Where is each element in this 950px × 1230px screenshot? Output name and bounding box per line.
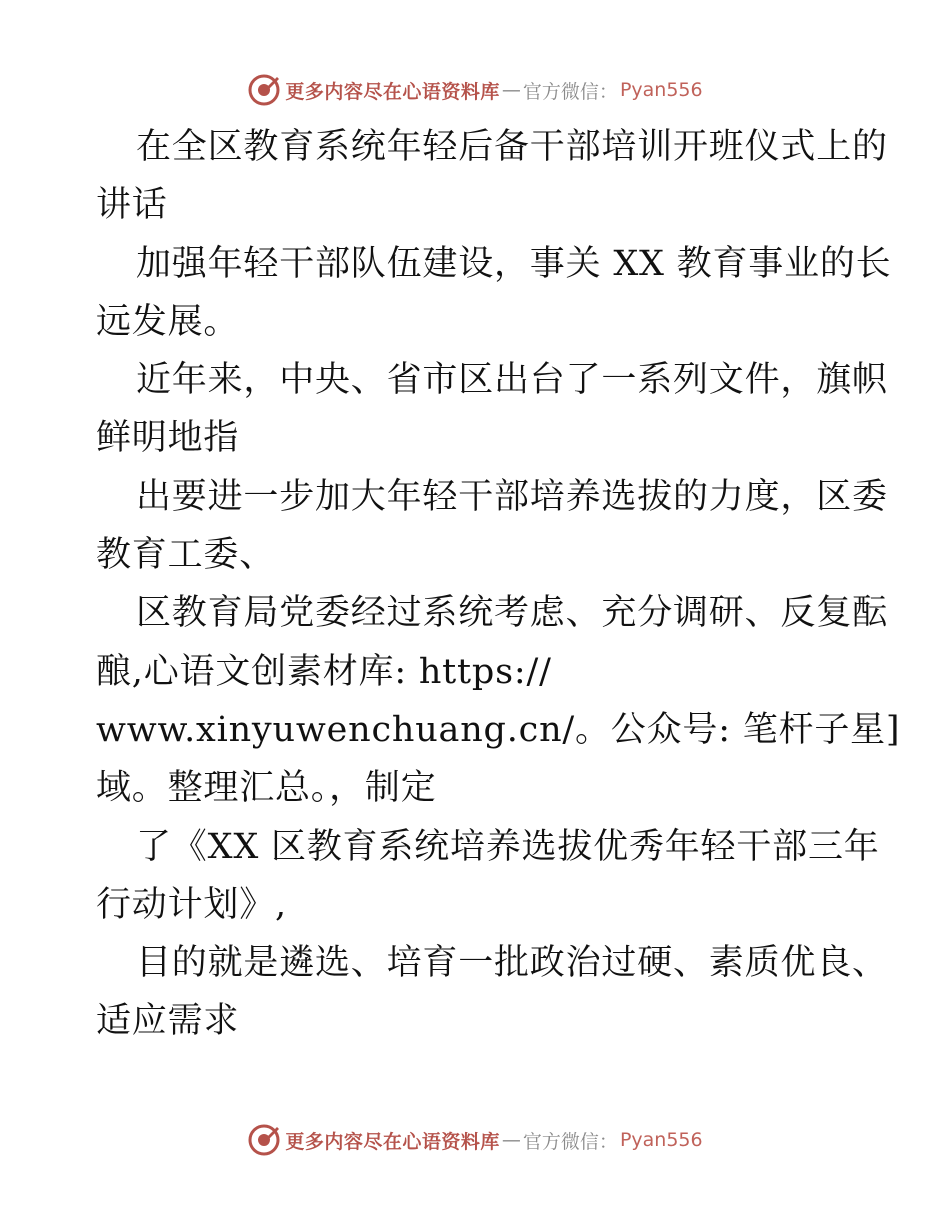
body-line: 讲话 bbox=[96, 185, 168, 226]
body-line: 域。整理汇总。，制定 bbox=[96, 768, 437, 809]
body-line: 了《XX 区教育系统培养选拔优秀年轻干部三年 bbox=[136, 826, 880, 867]
body-line: 行动计划》, bbox=[96, 884, 287, 925]
banner-wechat-id: Pyan556 bbox=[619, 79, 703, 101]
footer-watermark-banner bbox=[0, 1120, 950, 1160]
body-line: 在全区教育系统年轻后备干部培训开班仪式上的 bbox=[136, 127, 888, 167]
body-line: 教育工委、 bbox=[96, 535, 276, 576]
banner-text: 更多内容尽在心语资料库 bbox=[285, 80, 500, 103]
pen-seal-logo-icon bbox=[247, 1123, 281, 1157]
body-line: 加强年轻干部队伍建设，事关 XX 教育事业的长 bbox=[136, 243, 892, 284]
body-line: 近年来，中央、省市区出台了一系列文件，旗帜 bbox=[136, 360, 888, 401]
body-line: 出要进一步加大年轻干部培养选拔的力度，区委 bbox=[136, 476, 888, 517]
body-line: 适应需求 bbox=[96, 1001, 240, 1042]
body-line: 鲜明地指 bbox=[96, 418, 240, 459]
banner-wechat-label: 官方微信： bbox=[522, 1130, 618, 1153]
banner-separator: — bbox=[501, 79, 521, 101]
document-body bbox=[96, 118, 901, 1051]
banner-text: 更多内容尽在心语资料库 bbox=[285, 1130, 500, 1153]
body-line: www.xinyuwenchuang.cn/。公众号: 笔杆子星] bbox=[96, 709, 901, 750]
body-line: 区教育局党委经过系统考虑、充分调研、反复酝 bbox=[136, 593, 888, 634]
pen-seal-logo-icon bbox=[247, 73, 281, 107]
body-line: 酿,心语文创素材库: https:// bbox=[96, 651, 552, 692]
header-watermark-banner bbox=[0, 70, 950, 110]
banner-wechat-id: Pyan556 bbox=[619, 1129, 703, 1151]
body-line: 远发展。 bbox=[96, 301, 240, 342]
body-line: 目的就是遴选、培育一批政治过硬、素质优良、 bbox=[136, 943, 888, 984]
banner-wechat-label: 官方微信： bbox=[522, 80, 618, 103]
banner-separator: — bbox=[501, 1129, 521, 1151]
